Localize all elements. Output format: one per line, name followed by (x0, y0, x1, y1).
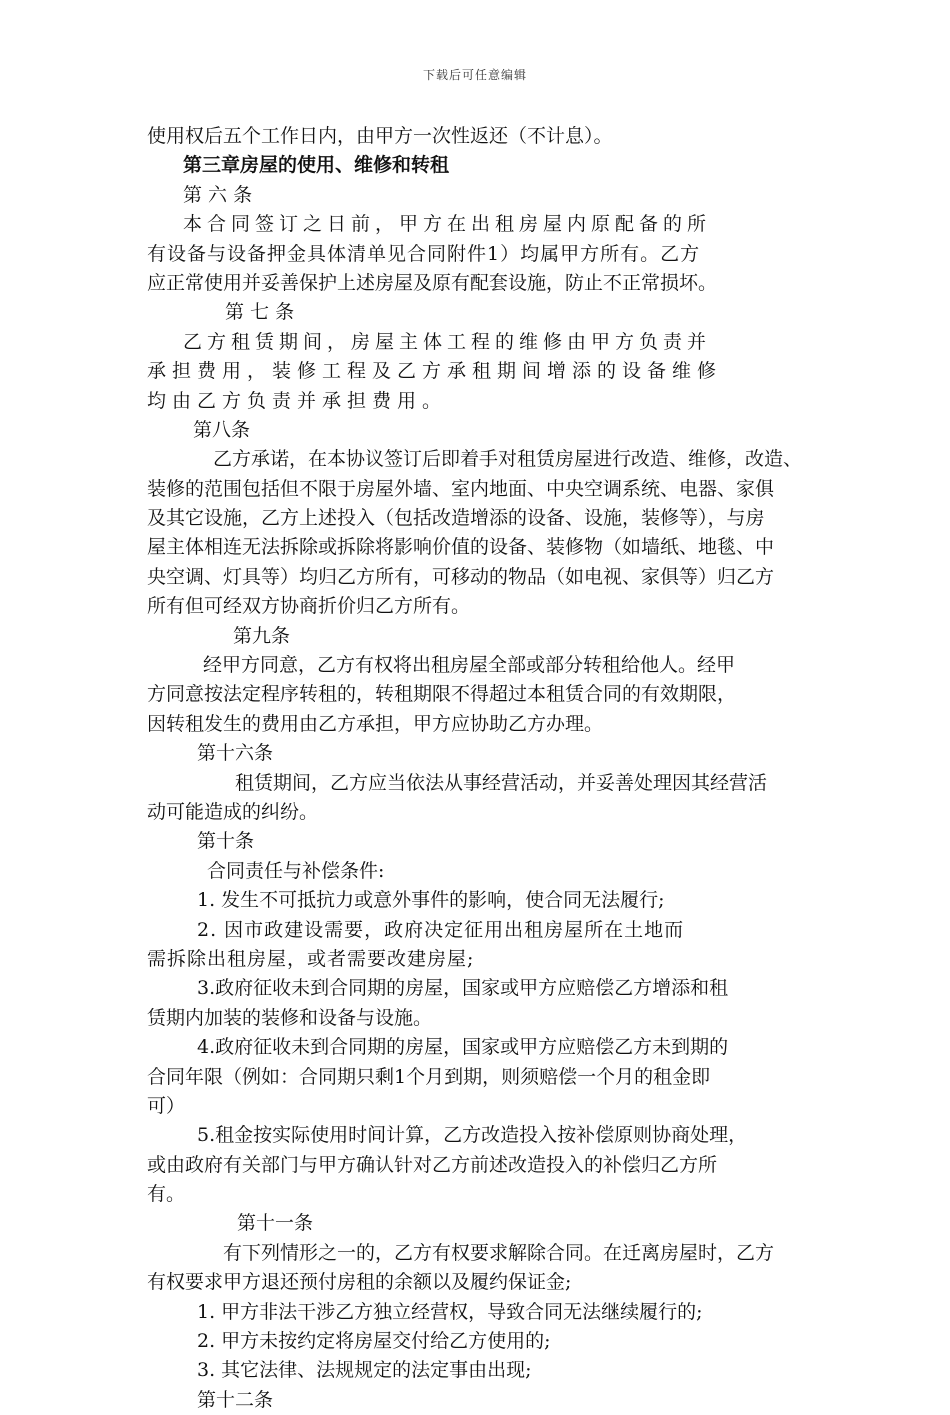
list-item: 1. 发生不可抵抗力或意外事件的影响，使合同无法履行; (197, 889, 665, 912)
text-line: 屋主体相连无法拆除或拆除将影响价值的设备、装修物（如墙纸、地毯、中 (147, 536, 775, 559)
list-item: 2. 因市政建设需要，政府决定征用出租房屋所在土地而 (197, 918, 685, 941)
text-line: 需拆除出租房屋，或者需要改建房屋; (147, 947, 475, 970)
text-line: 经甲方同意，乙方有权将出租房屋全部或部分转租给他人。经甲 (203, 654, 736, 677)
text-line: 合同年限（例如：合同期只剩1个月到期，则须赔偿一个月的租金即 (147, 1065, 711, 1088)
text-line: 可） (147, 1094, 186, 1117)
text-line: 赁期内加装的装修和设备与设施。 (147, 1006, 433, 1029)
text-line: 央空调、灯具等）均归乙方所有，可移动的物品（如电视、家俱等）归乙方 (147, 565, 775, 588)
article-heading: 第十六条 (197, 742, 274, 765)
text-line: 所有但可经双方协商折价归乙方所有。 (147, 595, 471, 618)
text-line: 有。 (147, 1183, 186, 1206)
list-item: 1. 甲方非法干涉乙方独立经营权，导致合同无法继续履行的; (197, 1300, 703, 1323)
text-line: 有权要求甲方退还预付房租的余额以及履约保证金; (147, 1271, 572, 1294)
text-line: 承担费用，装修工程及乙方承租期间增添的设备维修 (147, 360, 723, 383)
text-line: 方同意按法定程序转租的，转租期限不得超过本租赁合同的有效期限， (147, 683, 737, 706)
text-line: 均由乙方负责并承担费用。 (147, 389, 448, 412)
text-line: 应正常使用并妥善保护上述房屋及原有配套设施，防止不正常损坏。 (147, 271, 718, 294)
article-heading: 第 七 条 (225, 301, 295, 324)
page-header: 下载后可任意编辑 (422, 68, 527, 82)
text-line: 乙方租赁期间，房屋主体工程的维修由甲方负责并 (183, 330, 712, 353)
text-line: 乙方承诺，在本协议签订后即着手对租赁房屋进行改造、维修，改造、 (213, 448, 803, 471)
article-heading: 第九条 (233, 624, 291, 647)
text-line: 租赁期间，乙方应当依法从事经营活动，并妥善处理因其经营活 (235, 771, 768, 794)
article-heading: 第 六 条 (183, 183, 253, 206)
text-line: 使用权后五个工作日内，由甲方一次性返还（不计息）。 (147, 125, 613, 147)
list-item: 4.政府征收未到合同期的房屋，国家或甲方应赔偿乙方未到期的 (197, 1036, 729, 1059)
document-body (147, 122, 823, 1415)
text-line: 动可能造成的纠纷。 (147, 800, 319, 823)
text-line: 或由政府有关部门与甲方确认针对乙方前述改造投入的补偿归乙方所 (147, 1153, 718, 1176)
text-line: 及其它设施，乙方上述投入（包括改造增添的设备、设施，装修等），与房 (147, 507, 765, 530)
article-heading: 第八条 (193, 418, 251, 441)
text-line: 装修的范围包括但不限于房屋外墙、室内地面、中央空调系统、电器、家俱 (147, 477, 775, 500)
text-line: 合同责任与补偿条件: (207, 859, 385, 882)
text-line: 有设备与设备押金具体清单见合同附件1）均属甲方所有。乙方 (147, 242, 701, 265)
text-line: 因转租发生的费用由乙方承担，甲方应协助乙方办理。 (147, 712, 604, 735)
list-item: 3.政府征收未到合同期的房屋，国家或甲方应赔偿乙方增添和租 (197, 977, 729, 1000)
chapter-heading: 第三章房屋的使用、维修和转租 (183, 154, 450, 177)
list-item: 5.租金按实际使用时间计算，乙方改造投入按补偿原则协商处理， (197, 1124, 748, 1147)
text-line: 本合同签订之日前，甲方在出租房屋内原配备的所 (183, 213, 712, 236)
list-item: 2. 甲方未按约定将房屋交付给乙方使用的; (197, 1330, 551, 1353)
article-heading: 第十条 (197, 830, 255, 853)
list-item: 3. 其它法律、法规规定的法定事由出现; (197, 1359, 532, 1382)
article-heading: 第十二条 (197, 1388, 274, 1411)
text-line: 有下列情形之一的，乙方有权要求解除合同。在迁离房屋时，乙方 (223, 1241, 775, 1264)
article-heading: 第十一条 (237, 1212, 314, 1235)
